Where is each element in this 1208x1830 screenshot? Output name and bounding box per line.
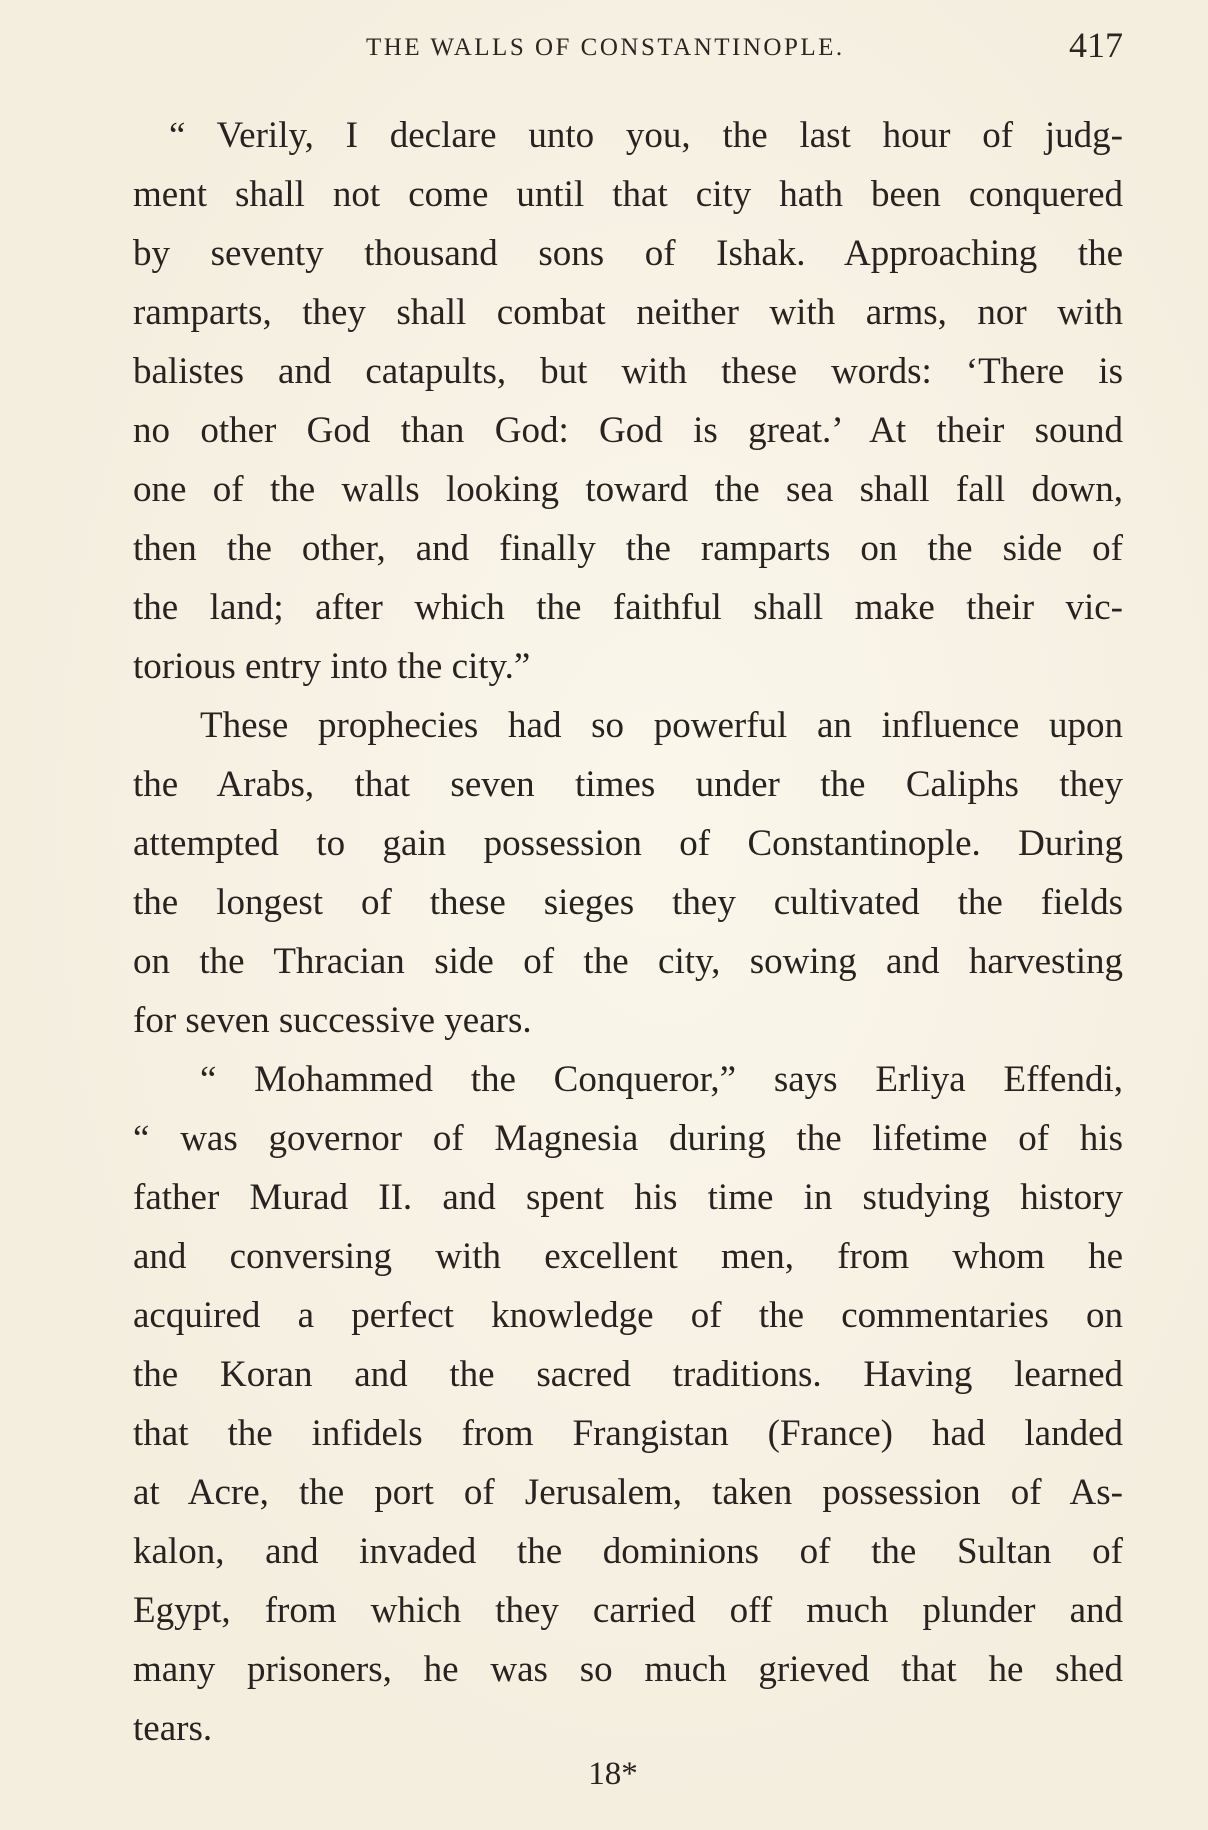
signature-mark: 18* (588, 1756, 638, 1792)
text-line: kalon, and invaded the dominions of the Sultan of (133, 1531, 1123, 1572)
text-line: one of the walls looking toward the sea shall fall down, (133, 469, 1123, 510)
text-line: the Koran and the sacred traditions. Having learned (133, 1354, 1123, 1395)
text-line: father Murad II. and spent his time in studying history (133, 1177, 1123, 1218)
text-line: for seven successive years. (133, 1000, 532, 1041)
running-head (133, 24, 1123, 74)
text-line: ramparts, they shall combat neither with arms, nor with (133, 292, 1123, 333)
text-line: tears. (133, 1708, 213, 1749)
text-line: balistes and catapults, but with these words: ‘There is (133, 351, 1123, 392)
text-line: torious entry into the city.” (133, 646, 531, 687)
text-line: no other God than God: God is great.’ At their sound (133, 410, 1123, 451)
text-line: acquired a perfect knowledge of the commentaries on (133, 1295, 1123, 1336)
text-line: attempted to gain possession of Constantinople. During (133, 823, 1123, 864)
text-line: many prisoners, he was so much grieved that he shed (133, 1649, 1123, 1690)
text-line: on the Thracian side of the city, sowing and harvesting (133, 941, 1123, 982)
text-line: “ Verily, I declare unto you, the last hour of judg- (169, 115, 1123, 156)
running-title: THE WALLS OF CONSTANTINOPLE. (366, 34, 845, 61)
text-line: the Arabs, that seven times under the Caliphs they (133, 764, 1123, 805)
text-line: at Acre, the port of Jerusalem, taken possession of As- (133, 1472, 1123, 1513)
text-line: and conversing with excellent men, from whom he (133, 1236, 1123, 1277)
text-line: then the other, and finally the ramparts on the side of (133, 528, 1123, 569)
text-line: Egypt, from which they carried off much plunder and (133, 1590, 1123, 1631)
text-line: by seventy thousand sons of Ishak. Approaching the (133, 233, 1123, 274)
body-text (133, 106, 1123, 1758)
text-line: “ Mohammed the Conqueror,” says Erliya Effendi, (200, 1059, 1123, 1100)
page-number: 417 (1069, 25, 1123, 65)
text-line: These prophecies had so powerful an influence upon (200, 705, 1123, 746)
text-line: the land; after which the faithful shall make their vic- (133, 587, 1123, 628)
text-line: that the infidels from Frangistan (France) had landed (133, 1413, 1123, 1454)
text-line: the longest of these sieges they cultivated the fields (133, 882, 1123, 923)
text-line: “ was governor of Magnesia during the lifetime of his (133, 1118, 1123, 1159)
text-line: ment shall not come until that city hath been conquered (133, 174, 1123, 215)
